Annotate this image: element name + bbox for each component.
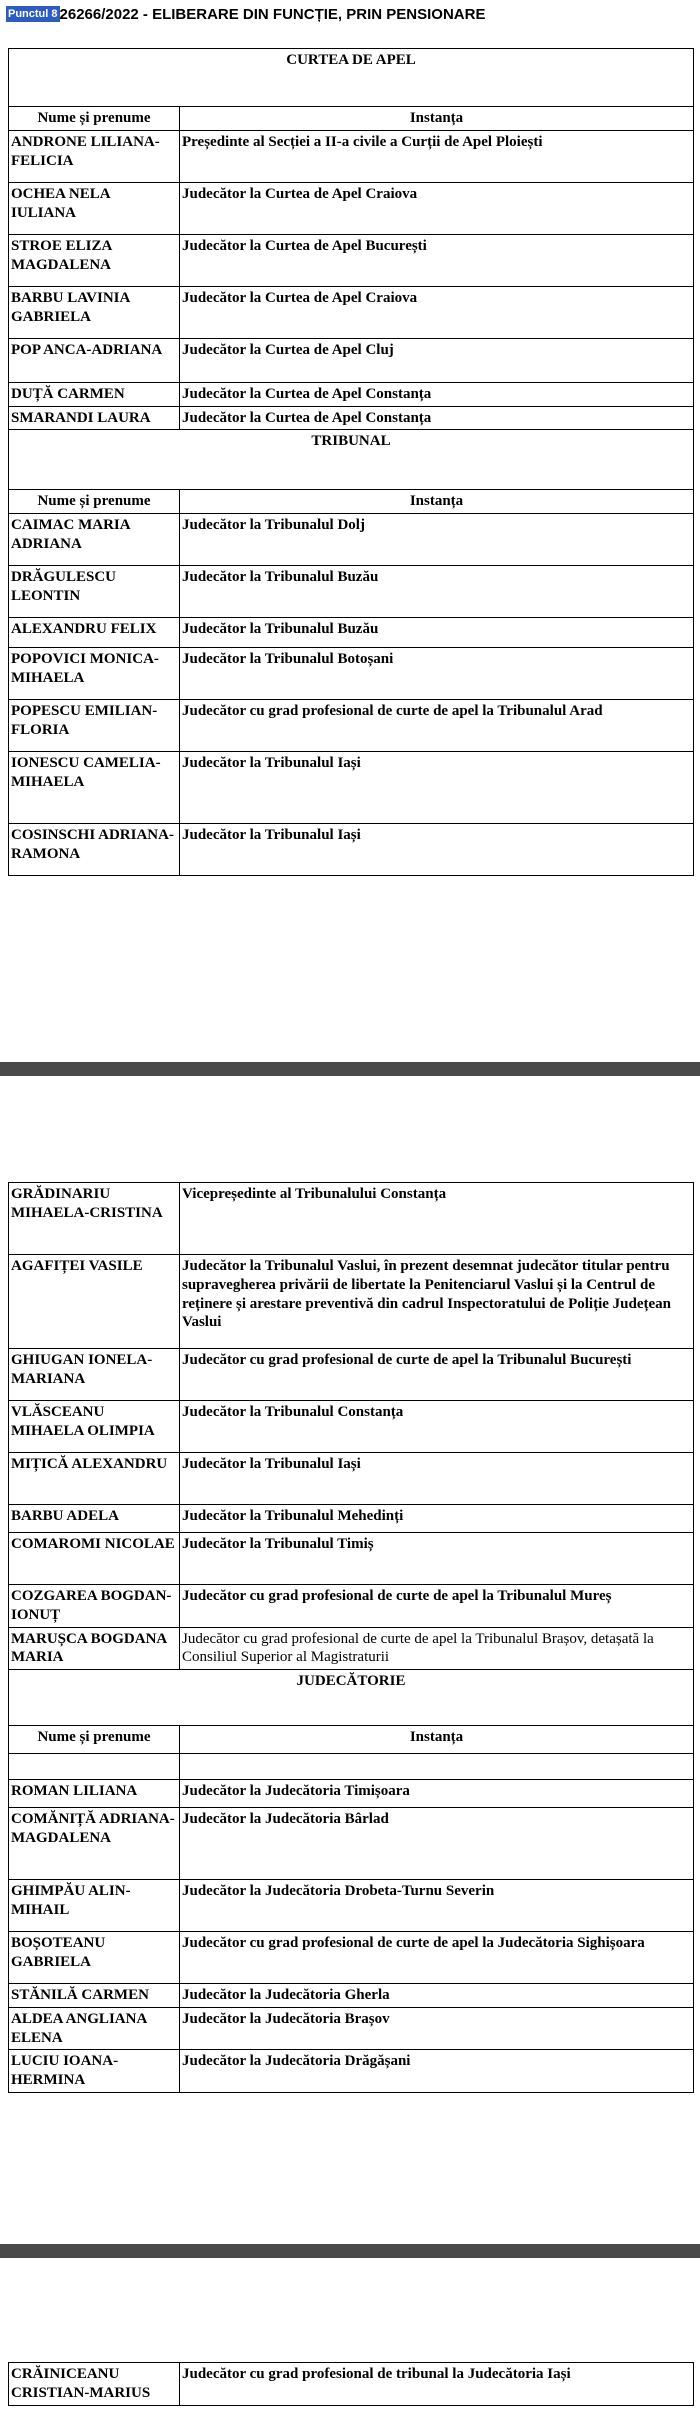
court-position: Judecător la Tribunalul Buzău [180, 618, 694, 648]
table-row [9, 1349, 694, 1401]
court-position: Judecător cu grad profesional de tribunal la Judecătoria Iași [180, 2363, 694, 2406]
court-position: Judecător cu grad profesional de curte de apel la Tribunalul Brașov, detașată la Consiliul Superior al Magistraturii [180, 1627, 694, 1670]
court-position: Judecător cu grad profesional de curte de apel la Tribunalul București [180, 1349, 694, 1401]
person-name: DUȚĂ CARMEN [9, 382, 180, 406]
table-row [9, 1505, 694, 1533]
page-1 [8, 48, 694, 876]
page-3 [8, 2362, 694, 2406]
person-name: DRĂGULESCU LEONTIN [9, 566, 180, 618]
page-2 [8, 1182, 694, 2093]
table-row [9, 700, 694, 752]
column-header-row [9, 107, 694, 131]
court-position: Judecător la Judecătoria Timișoara [180, 1780, 694, 1808]
person-name: MIȚICĂ ALEXANDRU [9, 1453, 180, 1505]
table-row [9, 1932, 694, 1984]
court-position: Judecător la Curtea de Apel Cluj [180, 338, 694, 382]
section-row [9, 430, 694, 490]
table-row [9, 338, 694, 382]
table-row [9, 286, 694, 338]
person-name: ROMAN LILIANA [9, 1780, 180, 1808]
table-row [9, 1453, 694, 1505]
court-position: Judecător la Tribunalul Dolj [180, 514, 694, 566]
court-position: Judecător la Judecătoria Gherla [180, 1984, 694, 2008]
person-name: CAIMAC MARIA ADRIANA [9, 514, 180, 566]
section-row [9, 1670, 694, 1726]
person-name: BARBU ADELA [9, 1505, 180, 1533]
person-name: GHIMPĂU ALIN-MIHAIL [9, 1880, 180, 1932]
court-position: Judecător cu grad profesional de curte de apel la Tribunalul Mureș [180, 1585, 694, 1628]
decision-table-3 [8, 2362, 694, 2406]
court-position: Judecător la Judecătoria Drobeta-Turnu Severin [180, 1880, 694, 1932]
person-name: COZGAREA BOGDAN-IONUȚ [9, 1585, 180, 1628]
court-position: Judecător la Curtea de Apel Constanța [180, 406, 694, 430]
table-row [9, 1880, 694, 1932]
table-row [9, 514, 694, 566]
person-name: OCHEA NELA IULIANA [9, 182, 180, 234]
person-name: CRĂINICEANU CRISTIAN-MARIUS [9, 2363, 180, 2406]
table-row [9, 182, 694, 234]
column-name-header: Nume și prenume [9, 490, 180, 514]
column-name-header: Nume și prenume [9, 107, 180, 131]
table-row [9, 1401, 694, 1453]
page-separator [0, 1062, 700, 1076]
court-position: Judecător cu grad profesional de curte de apel la Judecătoria Sighișoara [180, 1932, 694, 1984]
person-name: AGAFIȚEI VASILE [9, 1255, 180, 1349]
court-position: Judecător la Judecătoria Bârlad [180, 1808, 694, 1880]
table-row [9, 618, 694, 648]
document-header [6, 4, 485, 24]
court-position: Judecător cu grad profesional de curte de apel la Tribunalul Arad [180, 700, 694, 752]
court-position: Judecător la Judecătoria Drăgășani [180, 2050, 694, 2093]
table-row [9, 406, 694, 430]
column-name-header: Nume și prenume [9, 1726, 180, 1754]
person-name: SMARANDI LAURA [9, 406, 180, 430]
decision-table-1 [8, 48, 694, 876]
table-row [9, 1808, 694, 1880]
person-name: BARBU LAVINIA GABRIELA [9, 286, 180, 338]
person-name: ALEXANDRU FELIX [9, 618, 180, 648]
person-name: BOȘOTEANU GABRIELA [9, 1932, 180, 1984]
court-position: Judecător la Tribunalul Vaslui, în prezent desemnat judecător titular pentru supravegherea privării de libertate la Penitenciarul Vaslui și la Centrul de reținere și arestare preventivă din cadrul Inspectoratului de Poliție Județean Vaslui [180, 1255, 694, 1349]
person-name: GRĂDINARIU MIHAELA-CRISTINA [9, 1183, 180, 1255]
court-position: Președinte al Secției a II-a civile a Curții de Apel Ploiești [180, 130, 694, 182]
court-position: Vicepreședinte al Tribunalului Constanța [180, 1183, 694, 1255]
table-row [9, 130, 694, 182]
table-row [9, 2050, 694, 2093]
person-name: VLĂSCEANU MIHAELA OLIMPIA [9, 1401, 180, 1453]
column-header-row [9, 490, 694, 514]
table-row [9, 1627, 694, 1670]
court-position: Judecător la Tribunalul Botoșani [180, 648, 694, 700]
person-name: ALDEA ANGLIANA ELENA [9, 2007, 180, 2050]
court-position: Judecător la Tribunalul Constanța [180, 1401, 694, 1453]
table-row [9, 234, 694, 286]
person-name: ANDRONE LILIANA-FELICIA [9, 130, 180, 182]
court-position: Judecător la Curtea de Apel București [180, 234, 694, 286]
court-position: Judecător la Tribunalul Buzău [180, 566, 694, 618]
table-row [9, 752, 694, 824]
table-row [9, 1183, 694, 1255]
decision-table-2 [8, 1182, 694, 2093]
person-name: COMAROMI NICOLAE [9, 1533, 180, 1585]
section-row [9, 49, 694, 107]
table-row [9, 566, 694, 618]
person-name: MARUȘCA BOGDANA MARIA [9, 1627, 180, 1670]
table-row [9, 1533, 694, 1585]
column-court-header: Instanța [180, 107, 694, 131]
section-title-curtea: CURTEA DE APEL [9, 49, 694, 107]
empty-row [9, 1754, 694, 1780]
section-title-tribunal: TRIBUNAL [9, 430, 694, 490]
table-row [9, 648, 694, 700]
table-row [9, 1585, 694, 1628]
court-position: Judecător la Tribunalul Timiș [180, 1533, 694, 1585]
court-position: Judecător la Tribunalul Iași [180, 824, 694, 876]
item-badge: Punctul 8 [8, 8, 58, 20]
court-position: Judecător la Curtea de Apel Craiova [180, 286, 694, 338]
table-row [9, 1780, 694, 1808]
document-title: 26266/2022 - ELIBERARE DIN FUNCȚIE, PRIN PENSIONARE [59, 5, 486, 23]
table-row [9, 824, 694, 876]
person-name: POP ANCA-ADRIANA [9, 338, 180, 382]
person-name: COSINSCHI ADRIANA-RAMONA [9, 824, 180, 876]
table-row [9, 1255, 694, 1349]
page-separator [0, 2244, 700, 2258]
person-name: POPESCU EMILIAN-FLORIA [9, 700, 180, 752]
table-row [9, 2007, 694, 2050]
column-court-header: Instanța [180, 1726, 694, 1754]
court-position: Judecător la Judecătoria Brașov [180, 2007, 694, 2050]
person-name: COMĂNIȚĂ ADRIANA-MAGDALENA [9, 1808, 180, 1880]
person-name: LUCIU IOANA-HERMINA [9, 2050, 180, 2093]
table-row [9, 382, 694, 406]
court-position: Judecător la Curtea de Apel Craiova [180, 182, 694, 234]
person-name: GHIUGAN IONELA-MARIANA [9, 1349, 180, 1401]
court-position: Judecător la Tribunalul Iași [180, 1453, 694, 1505]
court-position: Judecător la Curtea de Apel Constanța [180, 382, 694, 406]
table-row [9, 2363, 694, 2406]
person-name: STROE ELIZA MAGDALENA [9, 234, 180, 286]
court-position: Judecător la Tribunalul Iași [180, 752, 694, 824]
column-header-row [9, 1726, 694, 1754]
section-title-judecatorie: JUDECĂTORIE [9, 1670, 694, 1726]
person-name: IONESCU CAMELIA-MIHAELA [9, 752, 180, 824]
column-court-header: Instanța [180, 490, 694, 514]
table-row [9, 1984, 694, 2008]
person-name: POPOVICI MONICA-MIHAELA [9, 648, 180, 700]
person-name: STĂNILĂ CARMEN [9, 1984, 180, 2008]
court-position: Judecător la Tribunalul Mehedinți [180, 1505, 694, 1533]
